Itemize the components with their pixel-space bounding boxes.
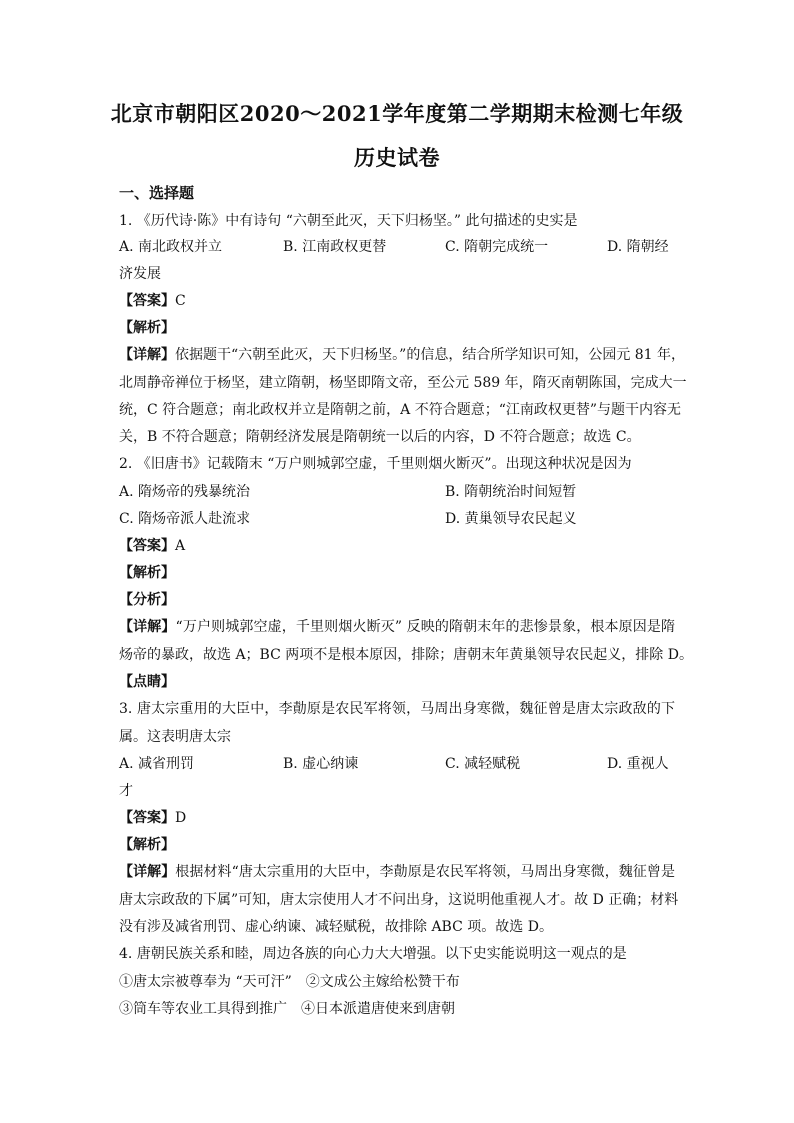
q1-analysis-label: 【解析】	[119, 320, 175, 336]
q3-option-a: A. 减省刑罚	[119, 756, 195, 772]
q1-detail-line-2: 北周静帝禅位于杨坚，建立隋朝，杨坚即隋文帝，至公元 589 年，隋灭南朝陈国，完成大一	[119, 375, 687, 391]
q3-detail-line-1	[119, 862, 675, 882]
detail-label: 【详解】	[119, 864, 176, 880]
q2-analysis-label: 【解析】	[119, 565, 175, 581]
q2-option-d: D. 黄巢领导农民起义	[445, 511, 577, 527]
q1-detail-line-3: 统，C 符合题意；南北政权并立是隋朝之前，A 不符合题意；“江南政权更替”与题干内容无	[119, 402, 682, 418]
q2-option-b: B. 隋朝统治时间短暂	[445, 484, 577, 500]
q1-option-c: C. 隋朝完成统一	[445, 239, 549, 255]
q3-option-c: C. 减轻赋税	[445, 756, 521, 772]
answer-value: D	[175, 810, 187, 826]
exam-title: 北京市朝阳区2020～2021学年度第二学期期末检测七年级	[110, 101, 684, 126]
q1-option-b: B. 江南政权更替	[283, 239, 387, 255]
q3-analysis-label: 【解析】	[119, 837, 175, 853]
q1-stem: 1. 《历代诗·陈》中有诗句 “六朝至此灭，天下归杨坚。” 此句描述的史实是	[119, 213, 578, 229]
answer-label: 【答案】	[119, 538, 175, 554]
q1-detail-line-4: 关，B 不符合题意；隋朝经济发展是隋朝统一以后的内容，D 不符合题意；故选 C。	[119, 429, 641, 445]
detail-label: 【详解】	[119, 347, 175, 363]
q2-dianjing-label: 【点睛】	[119, 674, 175, 690]
q2-detail-line-1	[119, 617, 675, 637]
q2-fenxi-label: 【分析】	[119, 592, 175, 608]
q4-stem: 4. 唐朝民族关系和睦，周边各族的向心力大大增强。以下史实能说明这一观点的是	[119, 946, 627, 962]
q2-option-c: C. 隋炀帝派人赴流求	[119, 511, 251, 527]
detail-text: “万户则城郭空虚，千里则烟火断灭” 反映的隋朝末年的悲惨景象，根本原因是隋	[175, 619, 676, 635]
answer-label: 【答案】	[119, 293, 175, 309]
q3-detail-line-3: 没有涉及减省刑罚、虚心纳谏、减轻赋税，故排除 ABC 项。故选 D。	[119, 919, 553, 935]
q3-stem-line-2: 属。这表明唐太宗	[119, 729, 231, 745]
q3-option-d-continued: 才	[119, 783, 133, 799]
q3-option-b: B. 虚心纳谏	[283, 756, 359, 772]
q1-option-d-continued: 济发展	[119, 266, 161, 282]
q3-option-d: D. 重视人	[607, 756, 669, 772]
answer-value: C	[175, 293, 186, 309]
q3-stem-line-1: 3. 唐太宗重用的大臣中，李勣原是农民军将领，马周出身寒微，魏征曾是唐太宗政敌的下	[119, 701, 675, 717]
q2-detail-line-2: 炀帝的暴政，故选 A；BC 两项不是根本原因，排除；唐朝末年黄巢领导农民起义，排除 D。	[119, 647, 693, 663]
q2-answer	[119, 536, 185, 556]
answer-label: 【答案】	[119, 810, 175, 826]
q4-items-line-2: ③筒车等农业工具得到推广 ④日本派遣唐使来到唐朝	[119, 1001, 455, 1017]
detail-text: 根据材料“唐太宗重用的大臣中，李勣原是农民军将领，马周出身寒微，魏征曾是	[175, 864, 676, 880]
q4-items-line-1: ①唐太宗被尊奉为 “天可汗” ②文成公主嫁给松赞干布	[119, 974, 460, 990]
q1-option-d: D. 隋朝经	[607, 239, 669, 255]
q2-option-a: A. 隋炀帝的残暴统治	[119, 484, 251, 500]
section-heading: 一、选择题	[119, 184, 195, 202]
q3-detail-line-2: 唐太宗政敌的下属”可知，唐太宗使用人才不问出身，这说明他重视人才。故 D 正确；材料	[119, 892, 679, 908]
q1-detail-line-1	[119, 345, 686, 365]
q1-option-a: A. 南北政权并立	[119, 239, 223, 255]
detail-label: 【详解】	[119, 619, 176, 635]
answer-value: A	[175, 538, 186, 554]
exam-subtitle: 历史试卷	[354, 145, 440, 170]
q2-stem: 2. 《旧唐书》记载隋末 “万户则城郭空虚，千里则烟火断灭”。出现这种状况是因为	[119, 456, 632, 472]
detail-text: 依据题干“六朝至此灭，天下归杨坚。”的信息，结合所学知识可知，公园元 81 年，	[175, 347, 686, 363]
q3-answer	[119, 808, 186, 828]
q1-answer	[119, 291, 186, 311]
